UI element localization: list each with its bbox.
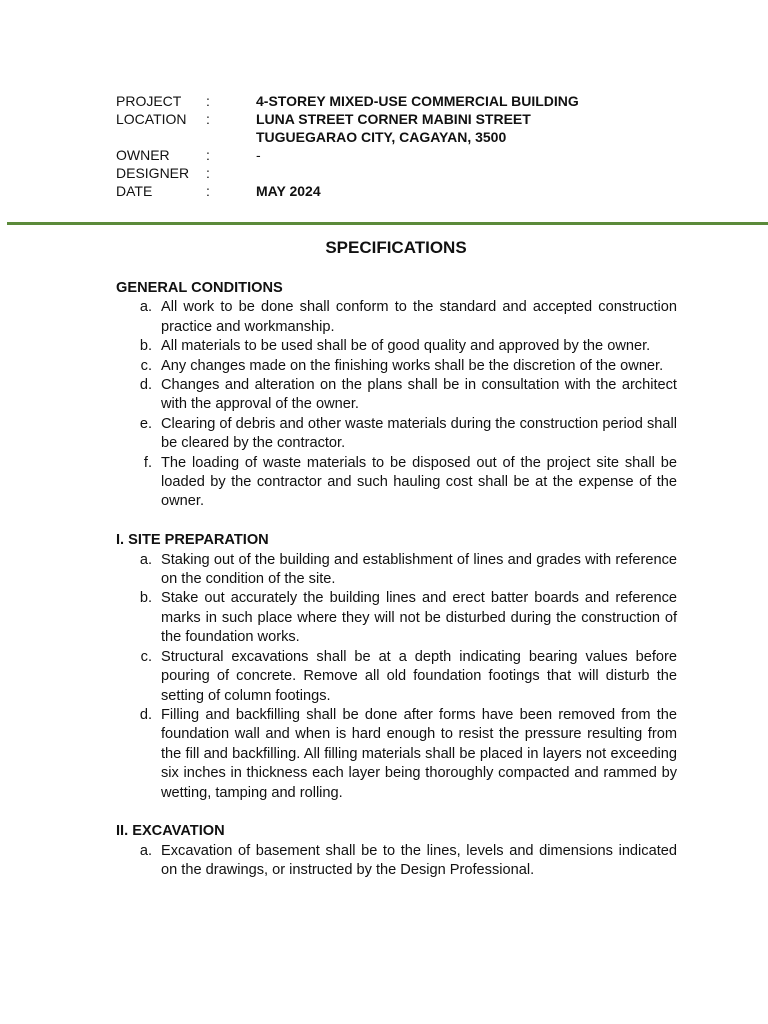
section-excavation (116, 822, 677, 880)
item-text: Stake out accurately the building lines and erect batter boards and reference marks in such place where they will not be disturbed during the construction of the foundation works. (161, 590, 677, 646)
location-cont-label (116, 128, 206, 146)
list-item (116, 376, 677, 415)
item-letter: a. (139, 551, 152, 568)
date-value: MAY 2024 (256, 183, 321, 199)
item-text: Excavation of basement shall be to the lines, levels and dimensions indicated on the drawings, or instructed by the Design Professional. (161, 842, 677, 879)
list-item (116, 298, 677, 337)
location-colon: : (206, 111, 210, 127)
section-site-preparation (116, 531, 677, 803)
section-title: GENERAL CONDITIONS (116, 280, 283, 296)
designer-colon: : (206, 165, 210, 181)
header-row-project (116, 92, 579, 110)
date-colon: : (206, 183, 210, 199)
owner-label: OWNER (116, 147, 170, 163)
item-text: Changes and alteration on the plans shall be in consultation with the architect with the approval of the owner. (161, 377, 677, 413)
project-info-header (116, 92, 579, 200)
item-text: Clearing of debris and other waste materials during the construction period shall be cleared by the contractor. (161, 415, 677, 452)
header-row-location-cont (116, 128, 579, 146)
document-title: SPECIFICATIONS (325, 238, 467, 257)
item-letter: b. (139, 590, 152, 607)
item-list (116, 551, 677, 803)
specifications-body (116, 279, 677, 900)
item-list (116, 298, 677, 511)
header-row-location (116, 110, 579, 128)
list-item (116, 589, 677, 647)
list-item (116, 648, 677, 706)
list-item (116, 706, 677, 803)
item-letter: b. (139, 338, 152, 355)
item-letter: c. (140, 648, 152, 665)
list-item (116, 357, 677, 376)
list-item (116, 337, 677, 356)
header-divider (7, 222, 768, 225)
item-letter: f. (143, 454, 152, 471)
owner-value: - (256, 147, 261, 163)
header-row-owner (116, 146, 579, 164)
list-item (116, 415, 677, 454)
section-title: I. SITE PREPARATION (116, 532, 269, 549)
item-letter: e. (139, 415, 152, 432)
item-letter: a. (139, 299, 152, 316)
item-letter: d. (139, 706, 152, 723)
item-text: Staking out of the building and establishment of lines and grades with reference on the condition of the site. (161, 551, 677, 588)
list-item (116, 551, 677, 590)
section-title: II. EXCAVATION (116, 823, 225, 840)
item-letter: c. (140, 357, 152, 374)
item-text: All work to be done shall conform to the standard and accepted construction practice and workmanship. (161, 299, 677, 335)
item-text: Filling and backfilling shall be done after forms have been removed from the foundation wall and when is hard enough to resist the pressure resulting from the fill and backfilling. All filling materials shall be placed in layers not exceeding six inches in thickness each layer being thoroughly compacted and rammed by wetting, tamping and rolling. (161, 706, 677, 801)
item-letter: a. (139, 842, 152, 859)
section-general-conditions (116, 279, 677, 512)
item-text: Any changes made on the finishing works shall be the discretion of the owner. (161, 357, 664, 374)
project-label: PROJECT (116, 93, 182, 109)
project-value: 4-STOREY MIXED-USE COMMERCIAL BUILDING (256, 93, 579, 109)
list-item (116, 842, 677, 881)
item-list (116, 842, 677, 881)
location-label: LOCATION (116, 111, 187, 127)
item-letter: d. (139, 377, 152, 394)
location-value-line1: LUNA STREET CORNER MABINI STREET (256, 111, 531, 127)
location-cont-colon (206, 128, 256, 146)
project-colon: : (206, 93, 210, 109)
date-label: DATE (116, 183, 153, 199)
item-text: The loading of waste materials to be disposed out of the project site shall be loaded by the contractor and such hauling cost shall be at the expense of the owner. (161, 454, 677, 510)
designer-label: DESIGNER (116, 165, 190, 181)
header-row-designer (116, 164, 579, 182)
location-value-line2: TUGUEGARAO CITY, CAGAYAN, 3500 (256, 129, 507, 145)
item-text: All materials to be used shall be of good quality and approved by the owner. (161, 338, 651, 355)
item-text: Structural excavations shall be at a depth indicating bearing values before pouring of concrete. Remove all old foundation footings that will disturb the setting of column footings. (161, 648, 677, 704)
owner-colon: : (206, 147, 210, 163)
list-item (116, 454, 677, 512)
header-row-date (116, 182, 579, 200)
